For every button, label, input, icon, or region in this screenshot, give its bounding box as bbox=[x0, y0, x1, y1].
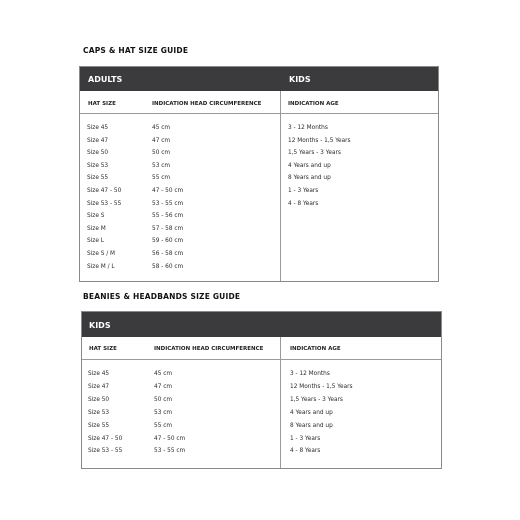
age-cell: 1 - 3 Years bbox=[290, 435, 321, 442]
beanies-col-age: INDICATION AGE bbox=[290, 346, 341, 352]
beanies-col-circumference: INDICATION HEAD CIRCUMFERENCE bbox=[154, 346, 264, 352]
caps-table-header bbox=[80, 67, 438, 91]
size-cell: Size 55 bbox=[88, 422, 110, 429]
circumference-cell: 57 - 58 cm bbox=[152, 225, 184, 232]
circumference-cell: 58 - 60 cm bbox=[152, 263, 184, 270]
age-cell: 12 Months - 1,5 Years bbox=[290, 383, 353, 390]
circumference-cell: 55 cm bbox=[152, 175, 171, 182]
beanies-kids-header: KIDS bbox=[89, 321, 111, 330]
circumference-cell: 45 cm bbox=[152, 125, 171, 131]
size-cell: Size M / L bbox=[87, 263, 115, 270]
circumference-cell: 53 - 55 cm bbox=[154, 448, 186, 455]
age-cell: 4 - 8 Years bbox=[290, 448, 321, 455]
circumference-cell: 55 cm bbox=[154, 422, 173, 429]
size-cell: Size L bbox=[87, 238, 104, 245]
circumference-cell: 50 cm bbox=[154, 396, 173, 403]
caps-guide-title: CAPS & HAT SIZE GUIDE bbox=[83, 46, 189, 55]
circumference-cell: 47 - 50 cm bbox=[152, 188, 184, 194]
beanies-size-table bbox=[81, 311, 442, 469]
size-cell: Size M bbox=[87, 225, 106, 232]
circumference-cell: 55 - 56 cm bbox=[152, 213, 184, 220]
caps-col-age: INDICATION AGE bbox=[288, 101, 339, 107]
age-cell: 4 Years and up bbox=[288, 162, 331, 169]
size-cell: Size S bbox=[87, 213, 105, 220]
size-cell: Size 53 - 55 bbox=[88, 448, 123, 455]
age-cell: 4 Years and up bbox=[290, 409, 333, 416]
beanies-subheader-divider bbox=[82, 359, 441, 360]
size-cell: Size 55 bbox=[87, 175, 109, 182]
circumference-cell: 56 - 58 cm bbox=[152, 251, 184, 257]
age-cell: 3 - 12 Months bbox=[288, 125, 328, 131]
size-cell: Size 53 bbox=[88, 409, 110, 416]
kids-header: KIDS bbox=[289, 75, 311, 84]
size-cell: Size 53 - 55 bbox=[87, 200, 122, 207]
caps-subheader-divider bbox=[80, 113, 438, 114]
circumference-cell: 50 cm bbox=[152, 150, 171, 157]
beanies-column-divider bbox=[280, 337, 281, 468]
size-cell: Size 50 bbox=[88, 396, 110, 403]
age-cell: 12 Months - 1,5 Years bbox=[288, 137, 351, 144]
caps-col-hat-size: HAT SIZE bbox=[88, 101, 116, 107]
age-cell: 1 - 3 Years bbox=[288, 188, 319, 194]
circumference-cell: 47 cm bbox=[154, 383, 173, 390]
age-cell: 3 - 12 Months bbox=[290, 371, 330, 377]
caps-column-divider bbox=[280, 91, 281, 281]
size-cell: Size 47 bbox=[87, 137, 109, 144]
circumference-cell: 45 cm bbox=[154, 371, 173, 377]
circumference-cell: 59 - 60 cm bbox=[152, 238, 184, 245]
age-cell: 1,5 Years - 3 Years bbox=[290, 396, 343, 403]
size-cell: Size 47 - 50 bbox=[87, 188, 122, 194]
size-cell: Size S / M bbox=[87, 251, 116, 257]
caps-col-circumference: INDICATION HEAD CIRCUMFERENCE bbox=[152, 101, 262, 107]
circumference-cell: 53 cm bbox=[154, 409, 173, 416]
size-cell: Size 50 bbox=[87, 150, 109, 157]
age-cell: 8 Years and up bbox=[288, 175, 331, 182]
size-cell: Size 53 bbox=[87, 162, 109, 169]
circumference-cell: 53 cm bbox=[152, 162, 171, 169]
size-cell: Size 47 bbox=[88, 383, 110, 390]
circumference-cell: 47 - 50 cm bbox=[154, 435, 186, 442]
age-cell: 1,5 Years - 3 Years bbox=[288, 150, 341, 157]
caps-size-table bbox=[79, 66, 439, 282]
circumference-cell: 47 cm bbox=[152, 137, 171, 144]
age-cell: 4 - 8 Years bbox=[288, 200, 319, 207]
adults-header: ADULTS bbox=[88, 75, 123, 84]
size-cell: Size 47 - 50 bbox=[88, 435, 123, 442]
beanies-col-hat-size: HAT SIZE bbox=[89, 346, 117, 352]
size-cell: Size 45 bbox=[87, 125, 109, 131]
age-cell: 8 Years and up bbox=[290, 422, 333, 429]
beanies-table-header bbox=[82, 312, 441, 337]
beanies-guide-title: BEANIES & HEADBANDS SIZE GUIDE bbox=[83, 292, 241, 301]
circumference-cell: 53 - 55 cm bbox=[152, 200, 184, 207]
size-cell: Size 45 bbox=[88, 371, 110, 377]
